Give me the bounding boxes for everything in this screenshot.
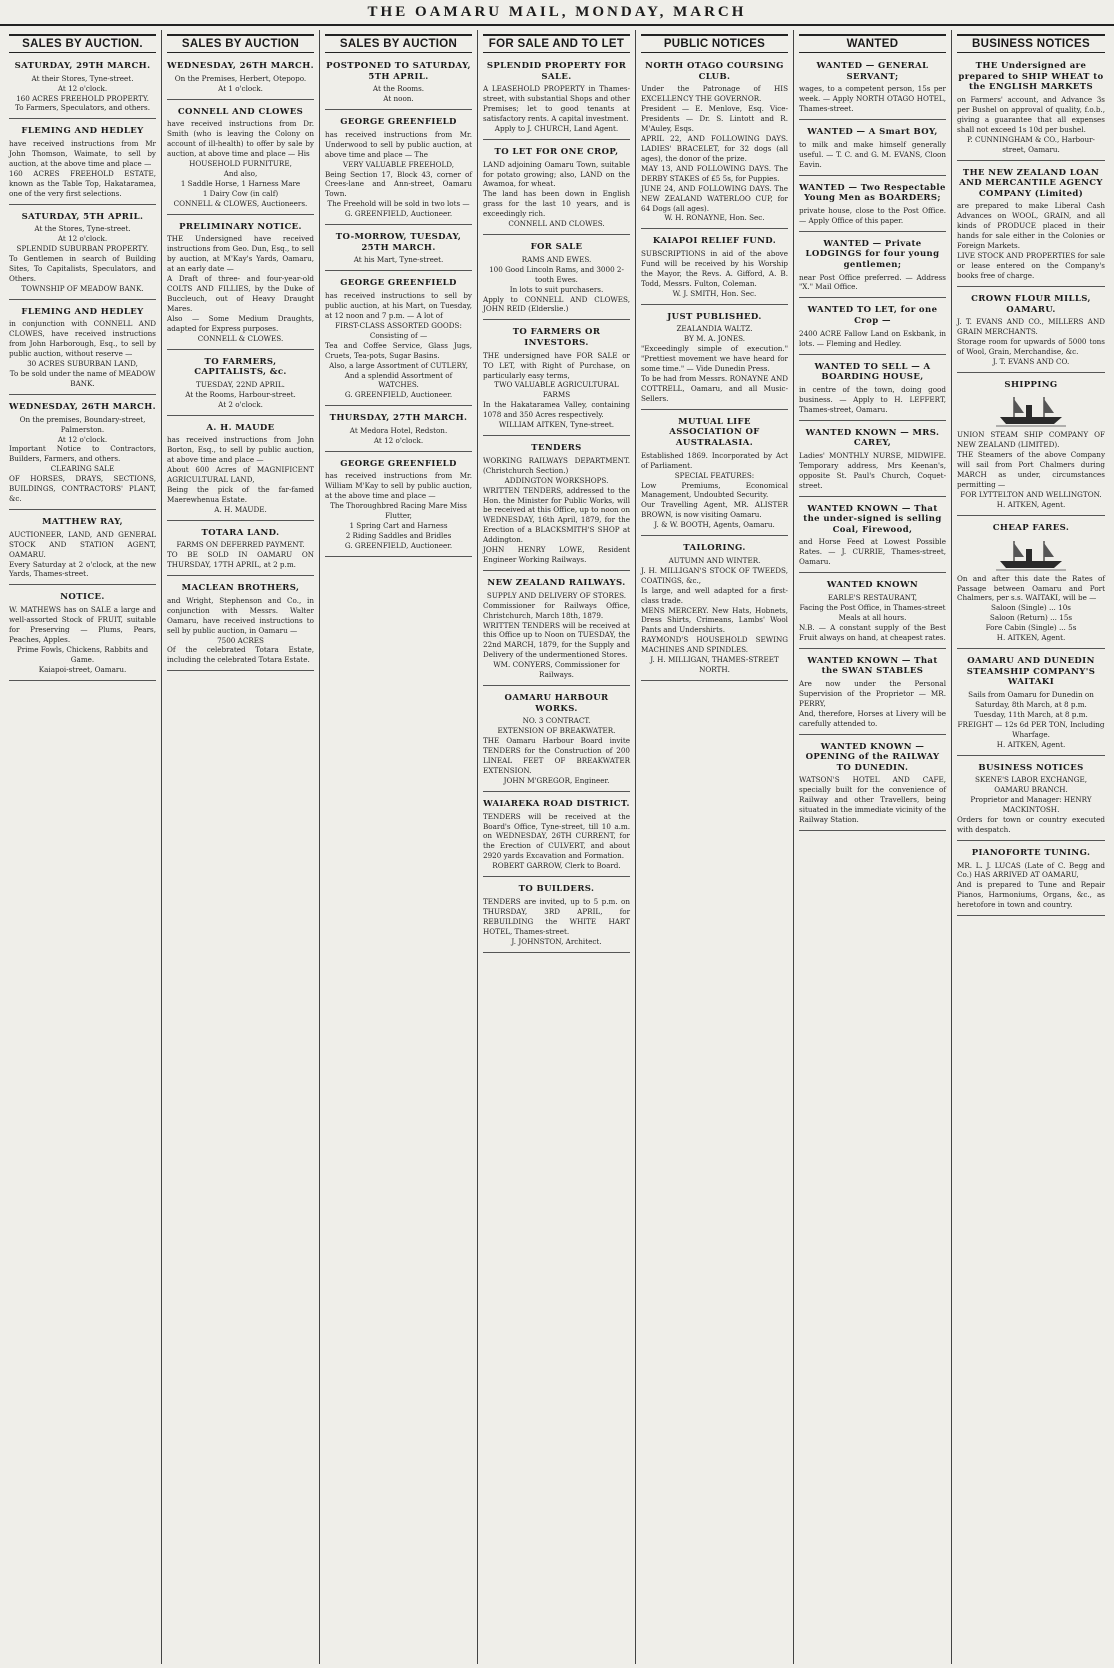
ad-text: WM. CONYERS, Commissioner for Railways. <box>493 660 620 680</box>
ad-text: Ladies' MONTHLY NURSE, MIDWIFE. Temporary address, Mrs Keenan's, opposite St. Paul's Church, Coquet-street. <box>799 450 946 490</box>
advertisement <box>641 309 788 410</box>
advertisement <box>167 104 314 215</box>
advertisement <box>799 58 946 120</box>
ad-title: THE Undersigned are prepared to SHIP WHEAT to the ENGLISH MARKETS <box>958 61 1104 93</box>
ad-text: JOHN HENRY LOWE, Resident Engineer Working Railways. <box>483 545 630 565</box>
ad-text: At 12 o'clock. <box>57 83 108 93</box>
ad-title: POSTPONED TO SATURDAY, 5TH APRIL. <box>326 61 471 82</box>
ad-text: On the premises, Boundary-street, Palmerston. <box>19 414 146 434</box>
columns-container <box>4 30 1110 1664</box>
ad-text: BY M. A. JONES. <box>683 334 746 344</box>
ad-text: AUTUMN AND WINTER. <box>668 555 761 565</box>
ad-text: FIRST-CLASS ASSORTED GOODS: <box>335 320 462 330</box>
ad-text: Apply to CONNELL AND CLOWES, JOHN REID (Elderslie.) <box>483 294 630 314</box>
ad-text: FARMS ON DEFERRED PAYMENT. <box>176 540 305 550</box>
ad-text: Saloon (Return) ... 15s <box>989 613 1073 623</box>
ad-text: Apply to J. CHURCH, Land Agent. <box>494 124 619 133</box>
ad-text: has received instructions from Mr. William M'Kay to sell by public auction, at the above time and place — <box>325 471 472 501</box>
ad-text: At their Stores, Tyne-street. <box>31 73 134 83</box>
ad-text: SKENE'S LABOR EXCHANGE, OAMARU BRANCH. <box>975 775 1087 795</box>
advertisement <box>167 354 314 416</box>
ad-title: WANTED KNOWN — That the SWAN STABLES <box>807 655 938 677</box>
ad-title: NOTICE. <box>60 592 105 603</box>
ad-text: Also — Some Medium Draughts, adapted for Express purposes. <box>167 313 314 333</box>
ad-title: THE NEW ZEALAND LOAN AND MERCANTILE AGENCY COMPANY (Limited) <box>959 167 1103 199</box>
advertisement <box>957 520 1105 649</box>
ad-text: on Farmers' account, and Advance 3s per Bushel on approval of quality, f.o.b., giving a guarantee that all expenses shall not exceed 1s 10d per bushel. <box>957 94 1105 134</box>
ad-title: TOTARA LAND. <box>201 527 280 538</box>
ad-text: Sails from Oamaru for Dunedin on <box>968 690 1094 699</box>
advertisement <box>167 580 314 671</box>
advertisement <box>799 425 946 497</box>
ad-text: J. & W. BOOTH, Agents, Oamaru. <box>654 520 775 530</box>
ad-text: At 1 o'clock. <box>218 83 263 93</box>
ad-text: TENDERS will be received at the Board's Office, Tyne-street, till 10 a.m. on WEDNESDAY, 26TH CURRENT, for the Erection of CULVERT, and about 2920 yards Excavation and Formation. <box>483 811 630 861</box>
advertisement <box>799 180 946 232</box>
ad-text: At the Rooms. <box>372 84 425 94</box>
ad-text: ADDINGTON WORKSHOPS. <box>504 475 609 485</box>
ad-text: 1 Spring Cart and Harness <box>349 521 448 531</box>
ad-title: WEDNESDAY, 26TH MARCH. <box>9 402 156 412</box>
advertisement <box>483 796 630 877</box>
ad-title: WANTED KNOWN — OPENING of the RAILWAY TO DUNEDIN. <box>805 741 940 773</box>
advertisement <box>957 291 1105 373</box>
ad-title: FLEMING AND HEDLEY <box>21 306 144 317</box>
ad-title: WANTED KNOWN <box>826 580 919 591</box>
ad-text: N.B. — A constant supply of the Best Fruit always on hand, at cheapest rates. <box>799 622 946 642</box>
advertisement <box>799 124 946 175</box>
ad-text: Meals at all hours. <box>838 612 907 622</box>
ad-text: At the Stores, Tyne-street. <box>34 224 131 234</box>
ad-title: FOR SALE <box>530 242 583 253</box>
column-heading: SALES BY AUCTION. <box>9 34 156 53</box>
ad-title: WANTED KNOWN — MRS. CAREY, <box>805 427 940 449</box>
ad-text: LAND adjoining Oamaru Town, suitable for potato growing; also, LAND on the Awamoa, for wheat. <box>483 159 630 189</box>
masthead <box>0 0 1114 26</box>
ad-title: GEORGE GREENFIELD <box>340 117 457 128</box>
ad-text: The Freehold will be sold in two lots — <box>327 199 470 209</box>
ad-text: has received instructions from Mr. Underwood to sell by public auction, at above time and place — The <box>325 129 472 159</box>
ad-title: WANTED KNOWN — That the under-signed is selling Coal, Firewood, <box>803 503 942 535</box>
advertisement <box>325 410 472 452</box>
ad-text: EARLE'S RESTAURANT, <box>827 592 918 602</box>
ad-title: TO BUILDERS. <box>518 884 595 895</box>
advertisement <box>325 456 472 557</box>
ad-text: have received instructions from Mr John Thomson, Waimate, to sell by auction, at the above time and place — <box>9 139 156 168</box>
advertisement <box>799 739 946 832</box>
ad-title: WANTED — Private LODGINGS for four young gentlemen; <box>805 238 940 270</box>
ad-title: WANTED — GENERAL SERVANT; <box>816 61 929 82</box>
ad-title: GEORGE GREENFIELD <box>340 458 457 469</box>
ad-text: VERY VALUABLE FREEHOLD, <box>342 159 455 169</box>
advertisement <box>167 58 314 100</box>
ad-text: Saturday, 8th March, at 8 p.m. <box>975 699 1087 709</box>
ad-text: Established 1869. Incorporated by Act of Parliament. <box>641 450 788 470</box>
ad-text: President — E. Menlove, Esq. Vice-Presidents — Dr. S. Lintott and R. M'Auley, Esqs. <box>641 104 788 133</box>
ad-title: FLEMING AND HEDLEY <box>21 126 144 137</box>
steamship-icon <box>996 393 1066 427</box>
ad-text: MAY 13, AND FOLLOWING DAYS. The DERBY STAKES of £5 5s, for Puppies. <box>641 163 788 183</box>
ad-text: TUESDAY, 22ND APRIL. <box>196 379 285 389</box>
ad-text: And a splendid Assortment of WATCHES. <box>344 370 453 390</box>
advertisement <box>799 359 946 421</box>
ad-text: J. H. MILLIGAN'S STOCK OF TWEEDS, COATINGS, &c., <box>641 565 788 585</box>
ad-text: Under the Patronage of HIS EXCELLENCY THE GOVERNOR. <box>641 84 788 104</box>
ad-text: SUPPLY AND DELIVERY OF STORES. <box>486 590 627 600</box>
ad-text: 160 ACRES FREEHOLD PROPERTY. <box>16 93 149 103</box>
ad-text: To Gentlemen in search of Building Sites, To Capitalists, Speculators, and Others. <box>9 254 156 283</box>
ad-title: KAIAPOI RELIEF FUND. <box>652 236 777 247</box>
ad-text: At his Mart, Tyne-street. <box>353 255 444 265</box>
ad-title: WANTED — Two Respectable Young Men as BOARDERS; <box>799 182 946 204</box>
ad-text: 30 ACRES SUBURBAN LAND, <box>27 359 138 369</box>
ad-title: PIANOFORTE TUNING. <box>971 847 1091 858</box>
column-heading: SALES BY AUCTION <box>325 34 472 53</box>
ad-text: Every Saturday at 2 o'clock, at the new Yards, Thames-street. <box>9 559 156 579</box>
advertisement <box>957 58 1105 161</box>
ad-text: WRITTEN TENDERS will be received at this Office up to Noon on TUESDAY, the 22nd MARCH, 1879, for the Supply and Delivery of the undermentioned Stores. <box>483 620 630 660</box>
ad-text: Commissioner for Railways Office, Christchurch, March 18th, 1879. <box>483 600 630 620</box>
ad-title: NORTH OTAGO COURSING CLUB. <box>645 61 784 82</box>
ad-text: At 2 o'clock. <box>218 399 263 409</box>
ad-text: and Wright, Stephenson and Co., in conjunction with Messrs. Walter Oamaru, have received instructions to sell by public auction, in Oamaru — <box>167 595 314 635</box>
ad-text: WATSON'S HOTEL AND CAFE, specially built for the convenience of Railway and other Travellers, being situated in the immediate vicinity of the Railway Station. <box>799 775 946 825</box>
advertisement <box>167 219 314 350</box>
ad-text: And, therefore, Horses at Livery will be carefully attended to. <box>799 708 946 728</box>
ad-title: WANTED — A Smart BOY, <box>807 127 938 138</box>
ad-text: OF HORSES, DRAYS, SECTIONS, BUILDINGS, CONTRACTORS' PLANT, &c. <box>9 474 156 504</box>
ad-title: THURSDAY, 27TH MARCH. <box>329 413 468 424</box>
ad-text: TOWNSHIP OF MEADOW BANK. <box>21 283 144 293</box>
ad-text: And is prepared to Tune and Repair Pianos, Harmoniums, Organs, &c., as heretofore in town and country. <box>957 880 1105 910</box>
ad-text: TENDERS are invited, up to 5 p.m. on THURSDAY, 3RD APRIL, for REBUILDING the WHITE HART HOTEL, Thames-street. <box>483 896 630 936</box>
column-heading: FOR SALE AND TO LET <box>483 34 630 53</box>
ad-text: To Farmers, Speculators, and others. <box>14 103 151 113</box>
ad-text: in centre of the town, doing good business. — Apply to H. LEFFERT, Thames-street, Oamaru. <box>799 384 946 414</box>
ad-text: Are now under the Personal Supervision of the Proprietor — MR. PERRY, <box>799 678 946 708</box>
advertisement <box>9 58 156 119</box>
advertisement <box>957 845 1105 916</box>
ad-text: 1 Dairy Cow (in calf) <box>202 188 279 198</box>
advertisement <box>483 324 630 436</box>
ad-text: Facing the Post Office, in Thames-street <box>799 602 946 612</box>
ad-text: At the Rooms, Harbour-street. <box>185 389 296 399</box>
ad-text: Saloon (Single) ... 10s <box>991 603 1071 613</box>
ad-text: Of the celebrated Totara Estate, including the celebrated Totara Estate. <box>167 645 314 665</box>
ad-text: Low Premiums, Economical Management, Undoubted Security. <box>641 480 788 500</box>
ad-text: The Thoroughbred Racing Mare Miss Flutter, <box>330 501 467 521</box>
ad-text: HOUSEHOLD FURNITURE, <box>189 158 292 168</box>
ad-text: 100 Good Lincoln Rams, and 3000 2-tooth Ewes. <box>489 264 624 284</box>
ad-text: At 12 o'clock. <box>57 434 108 444</box>
advertisement <box>799 501 946 574</box>
column-heading: PUBLIC NOTICES <box>641 34 788 53</box>
ad-title: TO FARMERS OR INVESTORS. <box>512 327 601 348</box>
advertisement <box>9 399 156 510</box>
column-3 <box>320 30 478 1664</box>
ad-text: THE Undersigned have received instructions from Geo. Dun, Esq., to sell by auction, at M'Kay's Yards, Oamaru, at an early date — <box>167 234 314 273</box>
advertisement <box>167 420 314 521</box>
advertisement <box>957 165 1105 287</box>
ad-text: in conjunction with CONNELL AND CLOWES, have received instructions from John Harborough, Esq., to sell by public auction, without reserve — <box>9 319 156 359</box>
ad-text: At 12 o'clock. <box>373 435 424 445</box>
ad-title: MATTHEW RAY, <box>42 517 123 528</box>
advertisement <box>9 589 156 680</box>
ad-text: 7500 ACRES <box>217 635 264 645</box>
ad-text: W. H. RONAYNE, Hon. Sec. <box>664 213 765 223</box>
advertisement <box>799 302 946 354</box>
ad-title: SHIPPING <box>1004 379 1058 390</box>
ad-text: Orders for town or country executed with despatch. <box>957 815 1105 834</box>
ad-text: wages, to a competent person, 15s per week. — Apply NORTH OTAGO HOTEL, Thames-street. <box>799 84 946 114</box>
ad-text: G. GREENFIELD, Auctioneer. <box>344 541 453 550</box>
ad-text: near Post Office preferred. — Address "X." Mail Office. <box>799 272 946 292</box>
ad-text: Being the pick of the far-famed Maerewhenua Estate. <box>167 484 314 504</box>
masthead-title: THE OAMARU MAIL, MONDAY, MARCH <box>367 3 747 20</box>
ad-text: JUNE 24, AND FOLLOWING DAYS. The NEW ZEALAND WATERLOO CUP, for 64 Dogs (all ages). <box>641 183 788 213</box>
column-6 <box>794 30 952 1664</box>
advertisement <box>325 275 472 406</box>
ad-text: 2 Riding Saddles and Bridles <box>345 531 452 541</box>
advertisement <box>799 653 946 735</box>
ad-text: SPLENDID SUBURBAN PROPERTY. <box>16 244 149 254</box>
ad-text: Fore Cabin (Single) ... 5s <box>985 623 1077 633</box>
ad-text: "Exceedingly simple of execution." "Prettiest movement we have heard for some time." — Vide Dunedin Press. <box>641 344 788 374</box>
ad-text: WRITTEN TENDERS, addressed to the Hon. the Minister for Public Works, will be received at this Office, up to noon on WEDNESDAY, 16th April, 1879, for the Erection of a BLACKSMITH'S SHOP at Addington. <box>483 485 630 545</box>
advertisement <box>9 514 156 585</box>
ad-text: FOR LYTTELTON AND WELLINGTON. <box>960 490 1102 500</box>
ad-text: H. AITKEN, Agent. <box>996 500 1066 509</box>
ad-text: and Horse Feed at Lowest Possible Rates. — J. CURRIE, Thames-street, Oamaru. <box>799 537 946 567</box>
ad-title: OAMARU HARBOUR WORKS. <box>504 693 609 714</box>
advertisement <box>9 304 156 395</box>
advertisement <box>325 229 472 271</box>
advertisement <box>167 525 314 576</box>
advertisement <box>483 881 630 952</box>
ad-text: WORKING RAILWAYS DEPARTMENT. (Christchurch Section.) <box>483 455 630 475</box>
advertisement <box>483 690 630 792</box>
advertisement <box>325 114 472 225</box>
ad-text: On and after this date the Rates of Passage between Oamaru and Port Chalmers, per s.s. WAITAKI, will be — <box>957 573 1105 603</box>
ad-text: P. CUNNINGHAM & CO., Harbour-street, Oamaru. <box>967 134 1095 154</box>
ad-text: SPECIAL FEATURES: <box>674 470 755 480</box>
ad-title: JUST PUBLISHED. <box>667 311 762 322</box>
ad-title: MACLEAN BROTHERS, <box>181 583 300 594</box>
ad-text: CLEARING SALE <box>50 464 115 474</box>
ad-text: A. H. MAUDE. <box>214 504 267 514</box>
ad-text: G. GREENFIELD, Auctioneer. <box>344 209 453 219</box>
ad-text: has received instructions to sell by public auction, at his Mart, on Tuesday, at 12 noon and 7 p.m. — A lot of <box>325 291 472 320</box>
ad-text: J. H. MILLIGAN, THAMES-STREET NORTH. <box>650 655 779 675</box>
ad-title: NEW ZEALAND RAILWAYS. <box>487 578 626 589</box>
column-heading: WANTED <box>799 34 946 53</box>
ad-text: 160 ACRES FREEHOLD ESTATE, known as the Table Top, Hakataramea, one of the very first selections. <box>9 168 156 198</box>
column-heading: BUSINESS NOTICES <box>957 34 1105 53</box>
ad-text: RAMS AND EWES. <box>521 254 592 264</box>
ad-title: TO FARMERS, CAPITALISTS, &c. <box>194 356 287 378</box>
ad-text: THE Steamers of the above Company will sail from Port Chalmers during MARCH as under, circumstances permitting — <box>957 450 1105 490</box>
ad-text: THE Oamaru Harbour Board invite TENDERS for the Construction of 200 LINEAL FEET OF BREAKWATER EXTENSION. <box>483 736 630 776</box>
ad-text: Tea and Coffee Service, Glass Jugs, Cruets, Tea-pots, Sugar Basins. <box>325 340 472 360</box>
ad-title: CONNELL AND CLOWES <box>177 106 304 117</box>
ad-text: J. T. EVANS AND CO., MILLERS AND GRAIN MERCHANTS. <box>957 317 1105 337</box>
ad-text: NO. 3 CONTRACT. <box>522 716 591 726</box>
ad-text: private house, close to the Post Office. — Apply Office of this paper. <box>799 205 946 225</box>
ad-text: W. J. SMITH, Hon. Sec. <box>672 288 757 298</box>
ad-text: RAYMOND'S HOUSEHOLD SEWING MACHINES AND SPINDLES. <box>641 635 788 655</box>
ad-title: WAIAREKA ROAD DISTRICT. <box>483 798 630 809</box>
ad-text: Kaiapoi-street, Oamaru. <box>38 664 127 674</box>
ad-title: TO-MORROW, TUESDAY, 25TH MARCH. <box>335 232 462 253</box>
advertisement <box>641 58 788 229</box>
ad-text: At Medora Hotel, Redston. <box>349 425 448 435</box>
advertisement <box>483 144 630 235</box>
ad-title: WANTED TO SELL — A BOARDING HOUSE, <box>814 361 931 383</box>
column-heading: SALES BY AUCTION <box>167 34 314 53</box>
advertisement <box>957 377 1105 516</box>
ad-text: Tuesday, 11th March, at 8 p.m. <box>974 709 1088 719</box>
column-1 <box>4 30 162 1664</box>
ad-text: MR. L. J. LUCAS (Late of C. Begg and Co.) HAS ARRIVED AT OAMARU, <box>957 860 1105 880</box>
ad-text: About 600 Acres of MAGNIFICENT AGRICULTURAL LAND, <box>167 465 314 484</box>
column-2 <box>162 30 320 1664</box>
advertisement <box>483 575 630 686</box>
column-4 <box>478 30 636 1664</box>
ad-title: GEORGE GREENFIELD <box>340 278 457 289</box>
ad-text: THE undersigned have FOR SALE or TO LET, with Right of Purchase, on particularly easy terms, <box>483 350 630 380</box>
ad-text: G. GREENFIELD, Auctioneer. <box>344 390 453 400</box>
ad-text: UNION STEAM SHIP COMPANY OF NEW ZEALAND (LIMITED). <box>957 430 1105 450</box>
ad-title: CROWN FLOUR MILLS, OAMARU. <box>971 293 1091 315</box>
ad-title: MUTUAL LIFE ASSOCIATION OF AUSTRALASIA. <box>669 416 760 449</box>
advertisement <box>799 236 946 299</box>
ad-text: MENS MERCERY. New Hats, Hobnets, Dress Shirts, Crimeans, Lambs' Wool Pants and Undershirts. <box>641 605 788 635</box>
ad-text: AUCTIONEER, LAND, AND GENERAL STOCK AND STATION AGENT, OAMARU. <box>9 529 156 559</box>
ad-text: TWO VALUABLE AGRICULTURAL FARMS <box>494 380 619 400</box>
ad-text: to milk and make himself generally useful. — T. C. and G. M. EVANS, Cloon Eavin. <box>799 139 946 169</box>
ad-text: Also, a large Assortment of CUTLERY, <box>329 360 468 370</box>
ad-title: SPLENDID PROPERTY FOR SALE. <box>486 61 627 82</box>
ad-text: At noon. <box>383 94 414 104</box>
ad-text: To be sold under the name of MEADOW BANK. <box>9 369 156 389</box>
advertisement <box>325 58 472 110</box>
ad-text: FREIGHT — 12s 6d PER TON, Including Wharfage. <box>957 719 1105 739</box>
advertisement <box>483 440 630 571</box>
ad-text: TO BE SOLD IN OAMARU ON THURSDAY, 17TH APRIL, at 2 p.m. <box>167 550 314 570</box>
ad-text: A LEASEHOLD PROPERTY in Thames-street, with substantial Shops and other Premises; let to good tenants at satisfactory rents. A capital investment. <box>483 84 630 124</box>
ad-text: J. JOHNSTON, Architect. <box>511 936 602 946</box>
column-7 <box>952 30 1110 1664</box>
ad-title: CHEAP FARES. <box>992 522 1070 533</box>
advertisement <box>641 414 788 536</box>
ad-text: A Draft of three- and four-year-old COLTS AND FILLIES, by the Duke of Buccleuch, out of Heavy Draught Mares. <box>167 273 314 313</box>
ad-text: In the Hakataramea Valley, containing 1078 and 350 Acres respectively. <box>483 400 630 420</box>
ad-text: Is large, and well adapted for a first-class trade. <box>641 585 788 605</box>
ad-title: TO LET FOR ONE CROP, <box>494 146 619 157</box>
column-5 <box>636 30 794 1664</box>
ad-title: PRELIMINARY NOTICE. <box>179 221 302 232</box>
ad-title: TENDERS <box>531 443 582 454</box>
ad-text: 1 Saddle Horse, 1 Harness Mare <box>180 178 301 188</box>
ad-text: Prime Fowls, Chickens, Rabbits and Game. <box>16 644 149 664</box>
ad-title: SATURDAY, 5TH APRIL. <box>21 211 144 222</box>
advertisement <box>9 123 156 204</box>
ad-text: have received instructions from Dr. Smith (who is leaving the Colony on account of ill-health) to offer by sale by auction, at above time and place — His <box>167 119 314 158</box>
ad-text: Important Notice to Contractors, Builders, Farmers, and others. <box>9 444 156 464</box>
ad-text: ZEALANDIA WALTZ. <box>676 324 753 334</box>
ad-title: OAMARU AND DUNEDIN STEAMSHIP COMPANY'S WAITAKI <box>966 656 1096 688</box>
ad-title: SATURDAY, 29TH MARCH. <box>14 61 151 71</box>
ad-text: WILLIAM AITKEN, Tyne-street. <box>498 420 615 430</box>
ad-text: J. T. EVANS AND CO. <box>992 356 1070 366</box>
ad-text: has received instructions from John Borton, Esq., to sell by public auction, at above time and place — <box>167 435 314 465</box>
advertisement <box>483 239 630 320</box>
advertisement <box>483 58 630 140</box>
ad-text: And also, <box>223 168 258 178</box>
ad-text: JOHN M'GREGOR, Engineer. <box>503 776 610 785</box>
ad-title: WEDNESDAY, 26TH MARCH. <box>167 61 314 71</box>
ad-text: CONNELL & CLOWES. <box>197 333 284 343</box>
ad-text: EXTENSION OF BREAKWATER. <box>497 726 616 736</box>
ad-text: CONNELL & CLOWES, Auctioneers. <box>173 198 308 208</box>
ad-text: To be had from Messrs. RONAYNE AND COTTRELL, Oamaru, and all Music-Sellers. <box>641 374 788 403</box>
ad-text: are prepared to make Liberal Cash Advances on WOOL, GRAIN, and all kinds of PRODUCE placed in their hands for sale either in the Colonies or Foreign Markets. <box>957 201 1105 251</box>
advertisement <box>641 540 788 681</box>
ad-text: H. AITKEN, Agent. <box>996 633 1066 643</box>
ad-text: Our Travelling Agent, MR. ALISTER BROWN, is now visiting Oamaru. <box>641 500 788 520</box>
ad-text: In lots to suit purchasers. <box>509 284 604 294</box>
ad-text: Being Section 17, Block 43, corner of Crees-lane and Ann-street, Oamaru Town. <box>325 169 472 199</box>
advertisement <box>9 209 156 300</box>
ad-text: Proprietor and Manager: HENRY MACKINTOSH. <box>970 795 1092 815</box>
ad-title: A. H. MAUDE <box>206 422 275 433</box>
advertisement <box>957 760 1105 841</box>
steamship-icon <box>996 537 1066 571</box>
advertisement <box>641 233 788 304</box>
ad-title: WANTED TO LET, for one Crop — <box>807 305 938 326</box>
ad-text: APRIL 22, AND FOLLOWING DAYS. LADIES' BRACELET, for 32 dogs (all ages), the donor of the prize. <box>641 133 788 163</box>
ad-text: Consisting of — <box>369 330 428 340</box>
ad-text: SUBSCRIPTIONS in aid of the above Fund will be received by his Worship the Mayor, the Revs. A. Gifford, A. B. Todd, Messrs. Fulton, Coleman. <box>641 249 788 288</box>
ad-text: CONNELL AND CLOWES. <box>508 219 605 229</box>
ad-title: TAILORING. <box>683 543 746 554</box>
ad-text: LIVE STOCK AND PROPERTIES for sale or lease entered on the Company's books free of charge. <box>957 251 1105 280</box>
ad-title: BUSINESS NOTICES <box>978 762 1084 773</box>
ad-text: Storage room for upwards of 5000 tons of Wool, Grain, Merchandise, &c. <box>957 337 1105 356</box>
ad-text: H. AITKEN, Agent. <box>996 739 1066 749</box>
ad-text: W. MATHEWS has on SALE a large and well-assorted Stock of FRUIT, suitable for Preserving — Plums, Pears, Peaches, Apples. <box>9 605 156 644</box>
ad-text: ROBERT GARROW, Clerk to Board. <box>492 861 621 871</box>
ad-text: 2400 ACRE Fallow Land on Eskbank, in lots. — Fleming and Hedley. <box>799 328 946 348</box>
advertisement <box>957 653 1105 756</box>
ad-text: The land has been down in English grass for the last 10 years, and is exceedingly rich. <box>483 189 630 219</box>
ad-text: At 12 o'clock. <box>57 234 108 244</box>
ad-text: On the Premises, Herbert, Otepopo. <box>174 73 307 83</box>
advertisement <box>799 577 946 648</box>
